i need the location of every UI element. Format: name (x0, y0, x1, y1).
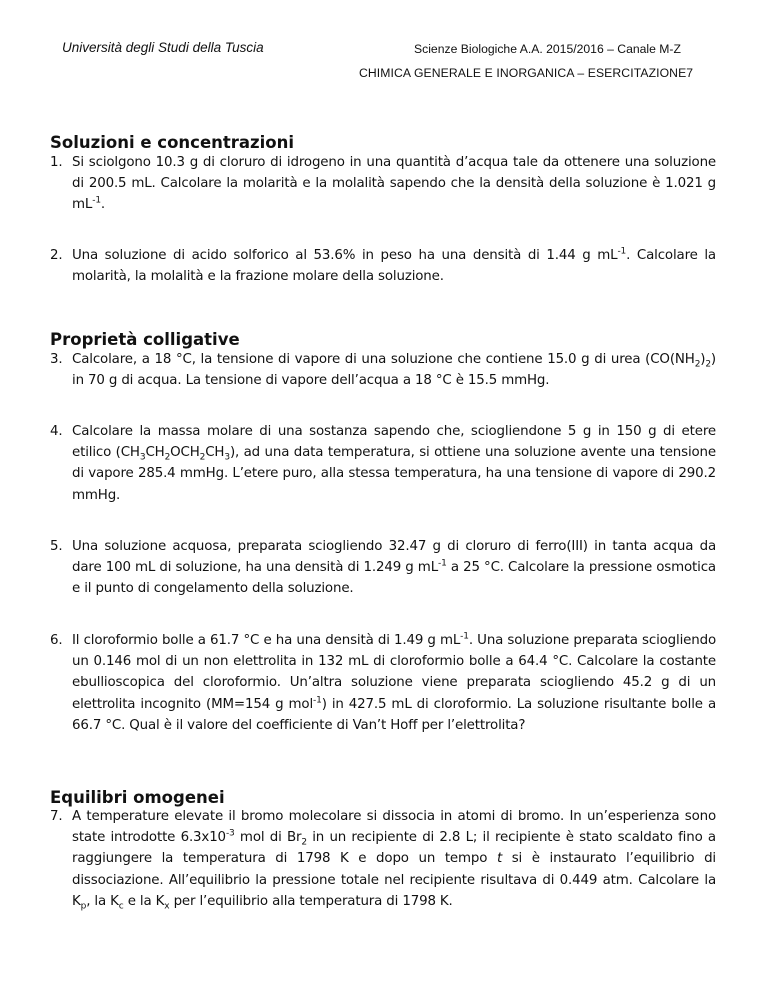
problem-2: 2. Una soluzione di acido solforico al 53.6% in peso ha una densità di 1.44 g $mL^{-1}$. Calcolare la molarità, la molalità e la frazione molare della soluzione. (50, 246, 716, 285)
section-title-equilibri: Equilibri omogenei (50, 788, 225, 807)
problem-1: 1. Si sciolgono 10.3 g di cloruro di idrogeno in una quantità d’acqua tale da ottenere una soluzione di 200.5 mL. Calcolare la molarità e la molalità sapendo che la densità della soluzione è 1.021 g $mL^{-1}$. (50, 152, 716, 216)
problem-6: 6. Il cloroformio bolle a 61.7 °C e ha una densità di 1.49 g $mL^{-1}$. Una soluzione preparata sciogliendo un 0.146 mol di un non elettrolita in 132 mL di cloroformio bolle a 64.4 °C. Calcolare la costante ebullioscopica del cloroformio. Un’altra soluzione viene preparata sciogliendo 45.2 g di un elettrolita incognito (MM=154 g mol$^{-1}$) in 427.5 mL di cloroformio. La soluzione risultante bolle a 66.7 °C. Qual è il valore del coefficiente di Van’t Hoff per l’elettrolita? (50, 631, 716, 733)
problem-number: 1. (50, 155, 63, 170)
problem-number: 5. (50, 539, 63, 554)
header-university: Università degli Studi della Tuscia (62, 40, 264, 55)
problem-number: 6. (50, 633, 63, 648)
problem-number: 7. (50, 809, 63, 824)
header-subtitle: CHIMICA GENERALE E INORGANICA – ESERCITAZIONE7 (359, 66, 694, 80)
header-course: Scienze Biologiche A.A. 2015/2016 – Canale M-Z (414, 42, 681, 56)
problem-4: 4. Calcolare la massa molare di una sostanza sapendo che, sciogliendone 5 g in 150 g di etere etilico $(CH_3CH_2OCH_2CH_3)$, ad una data temperatura, si ottiene una soluzione avente una tensione di vapore 285.4 mmHg. L’etere puro, alla stessa temperatura, ha una tensione di vapore di 290.2 mmHg. (50, 421, 716, 506)
problem-number: 3. (50, 352, 63, 367)
problem-number: 2. (50, 248, 63, 263)
problem-5: 5. Una soluzione acquosa, preparata sciogliendo 32.47 g di cloruro di ferro(III) in tanta acqua da dare 100 mL di soluzione, ha una densità di 1.249 g $mL^{-1}$ a 25 °C. Calcolare la pressione osmotica e il punto di congelamento della soluzione. (50, 536, 716, 600)
problem-number: 4. (50, 424, 63, 439)
problem-3: 3. Calcolare, a 18 °C, la tensione di vapore di una soluzione che contiene 15.0 g di urea $(CO(NH_2)_2)$ in 70 g di acqua. La tensione di vapore dell’acqua a 18 °C è 15.5 mmHg. (50, 349, 716, 391)
section-title-colligative: Proprietà colligative (50, 330, 240, 349)
problem-7: 7. A temperature elevate il bromo molecolare si dissocia in atomi di bromo. In un’esperienza sono state introdotte $6.3x10^{-3}$ mol di $Br_2$ in un recipiente di 2.8 L; il recipiente è stato scaldato fino a raggiungere la temperatura di 1798 K e dopo un tempo t si è instaurato l’equilibrio di dissociazione. All’equilibrio la pressione totale nel recipiente risultava di 0.449 atm. Calcolare la $K_p$, la $K_c$ e la $K_x$ per l’equilibrio alla temperatura di 1798 K. (50, 806, 716, 912)
section-title-soluzioni: Soluzioni e concentrazioni (50, 133, 295, 152)
